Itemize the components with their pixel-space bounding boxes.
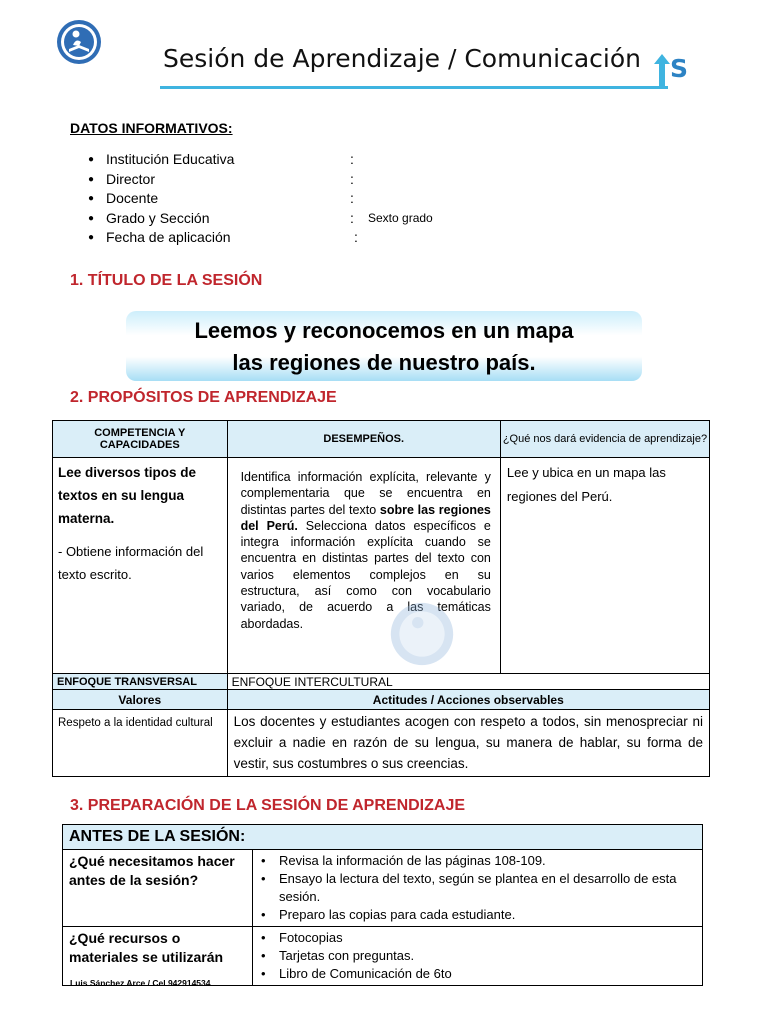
evidencia-cell	[500, 458, 709, 674]
table-row	[53, 710, 710, 777]
list-item: • Revisa la información de las páginas 108-109.	[259, 852, 698, 870]
arrow-up-icon	[652, 52, 672, 88]
footer-author: Luis Sánchez Arce / Cel 942914534	[70, 978, 211, 988]
question-cell: ¿Qué recursos o materiales se utilizarán	[63, 927, 253, 986]
table-row	[63, 927, 703, 986]
competencia-header: COMPETENCIA Y CAPACIDADES	[53, 421, 228, 458]
list-item: • Fotocopias	[259, 929, 698, 947]
session-title-line1: Leemos y reconocemos en un mapa	[194, 318, 574, 343]
enfoque-value: ENFOQUE INTERCULTURAL	[227, 674, 709, 690]
list-item: • Libro de Comunicación de 6to	[259, 965, 698, 983]
list-item: • Ensayo la lectura del texto, según se plantea en el desarrollo de esta sesión.	[259, 870, 698, 906]
list-item: • Tarjetas con preguntas.	[259, 947, 698, 965]
preparacion-table	[62, 824, 703, 986]
datos-informativos-label: DATOS INFORMATIVOS:	[70, 120, 233, 136]
header-underline	[160, 86, 668, 89]
header-logo-letter: S	[670, 54, 689, 83]
table-row	[63, 850, 703, 927]
section1-heading: 1. TÍTULO DE LA SESIÓN	[70, 272, 263, 289]
actitud-cell: Los docentes y estudiantes acogen con respeto a todos, sin menospreciar ni excluir a nadie en razón de su lengua, su manera de hablar, su forma de vestir, sus costumbres o sus creencias.	[227, 710, 709, 777]
answer-list	[259, 852, 698, 924]
watermark-logo-icon	[388, 600, 456, 668]
question-cell: ¿Qué necesitamos hacer antes de la sesión?	[63, 850, 253, 927]
actitudes-header: Actitudes / Acciones observables	[227, 690, 709, 710]
answer-list	[259, 929, 698, 983]
desempenos-header: DESEMPEÑOS.	[227, 421, 500, 458]
competencia-cell	[53, 458, 228, 674]
table-row	[53, 458, 710, 674]
list-item: • Preparo las copias para cada estudiante.	[259, 906, 698, 924]
evidencia-text: Lee y ubica en un mapa las regiones del Perú.	[506, 465, 666, 504]
competencia-text: Lee diversos tipos de textos en su lengua materna.	[58, 465, 197, 526]
section2-heading: 2. PROPÓSITOS DE APRENDIZAJE	[70, 389, 337, 406]
table-header-row	[63, 825, 703, 850]
session-title-line2: las regiones de nuestro país.	[232, 350, 536, 375]
desempeno-cell	[227, 458, 500, 674]
valores-header-row	[53, 690, 710, 710]
answer-cell	[253, 927, 703, 986]
valores-header: Valores	[53, 690, 228, 710]
session-title-box	[126, 311, 642, 381]
enfoque-label: ENFOQUE TRANSVERSAL	[53, 674, 228, 690]
desempeno-text: Identifica información explícita, relevante y complementaria que se encuentra en distintas partes del texto sobre las regiones del Perú. Selecciona datos específicos e integra información explícita cuando se encuentra en distintas partes del texto con varios elementos complejos en su estructura, así como con vocabulario variado, de acuerdo a las temáticas abordadas.	[240, 470, 491, 631]
capacidad-text: - Obtiene información del texto escrito.	[58, 544, 204, 582]
table-header-row	[53, 421, 710, 458]
valor-cell: Respeto a la identidad cultural	[53, 710, 228, 777]
evidencia-header: ¿Qué nos dará evidencia de aprendizaje?	[500, 421, 709, 458]
propositos-table	[52, 420, 710, 777]
page-title: Sesión de Aprendizaje / Comunicación	[163, 44, 641, 73]
enfoque-row	[53, 674, 710, 690]
section3-heading: 3. PREPARACIÓN DE LA SESIÓN DE APRENDIZAJE	[70, 797, 466, 814]
answer-cell	[253, 850, 703, 927]
school-logo-icon	[55, 18, 103, 66]
antes-sesion-label: ANTES DE LA SESIÓN:	[63, 825, 703, 850]
